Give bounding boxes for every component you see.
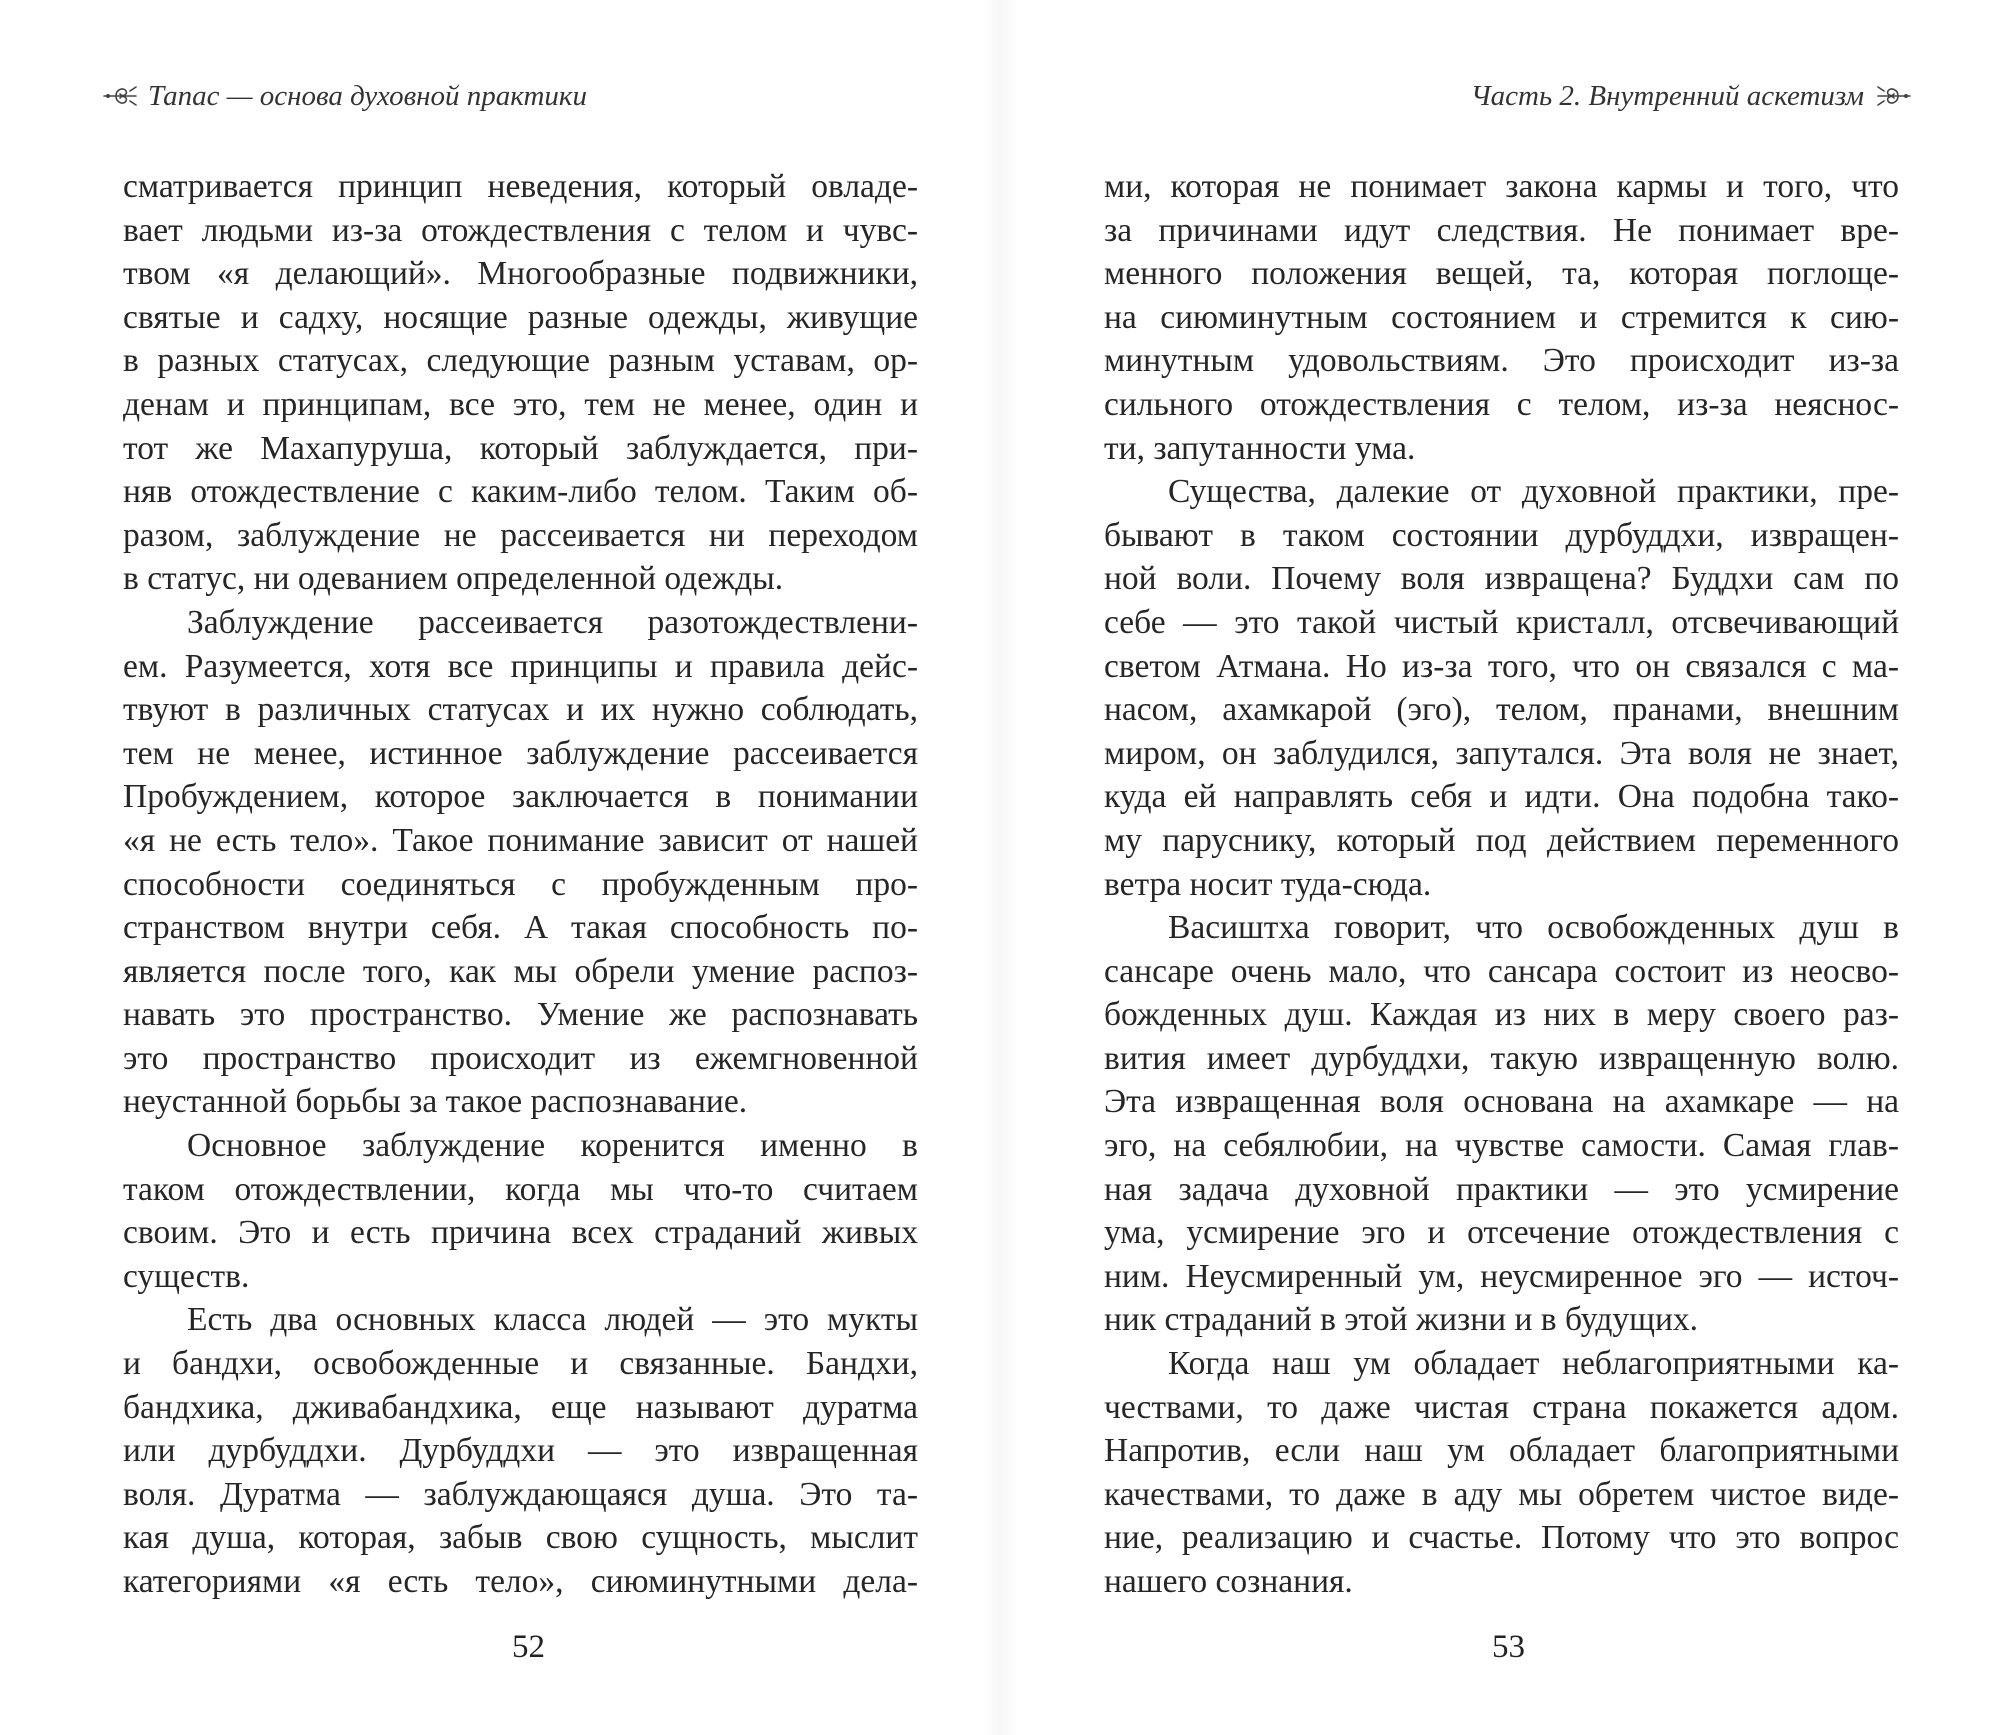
text-line: в разных статусах, следующие разным уставам, ор-	[123, 342, 918, 380]
text-line: ти, запутанности ума.	[1104, 429, 1416, 467]
text-line: ная задача духовной практики — это усмирение	[1104, 1170, 1899, 1208]
text-line: вает людьми из-за отождествления с телом и чувс-	[123, 211, 918, 249]
text-line: неустанной борьбы за такое распознавание.	[123, 1083, 748, 1121]
text-line: странством внутри себя. А такая способность по-	[123, 909, 918, 947]
text-line: Существа, далекие от духовной практики, пре-	[1168, 473, 1899, 511]
text-line: му паруснику, который под действием переменного	[1104, 821, 1899, 859]
left-page-body	[123, 165, 918, 1604]
right-page-body	[1104, 165, 1899, 1604]
text-line: Когда наш ум обладает неблагоприятными ка-	[1168, 1345, 1899, 1383]
text-line: ние, реализацию и счастье. Потому что это вопрос	[1104, 1519, 1899, 1557]
paragraph	[123, 165, 918, 601]
fleuron-left-icon	[102, 84, 138, 113]
running-head-right	[1471, 82, 1912, 113]
text-line: в статус, ни одеванием определенной одежды.	[123, 560, 784, 598]
paragraph	[123, 1298, 918, 1603]
text-line: ник страданий в этой жизни и в будущих.	[1104, 1301, 1699, 1339]
text-line: Напротив, если наш ум обладает благоприятными	[1104, 1432, 1899, 1470]
text-line: ем. Разумеется, хотя все принципы и правила дейс-	[123, 647, 918, 685]
text-line: за причинами идут следствия. Не понимает вре-	[1104, 211, 1899, 249]
fleuron-right-icon	[1876, 84, 1912, 113]
text-line: тем не менее, истинное заблуждение рассеивается	[123, 734, 918, 772]
text-line: себе — это такой чистый кристалл, отсвечивающий	[1104, 603, 1899, 641]
text-line: ной воли. Почему воля извращена? Буддхи сам по	[1104, 560, 1899, 598]
text-line: ума, усмирение эго и отсечение отождествления с	[1104, 1214, 1899, 1252]
text-line: воля. Дуратма — заблуждающаяся душа. Это та-	[123, 1475, 918, 1513]
text-line: Пробуждением, которое заключается в понимании	[123, 778, 918, 816]
text-line: сматривается принцип неведения, который овладе-	[123, 168, 918, 205]
text-line: чествами, то даже чистая страна покажется адом.	[1104, 1388, 1899, 1426]
text-line: на сиюминутным состоянием и стремится к сию-	[1104, 298, 1899, 336]
text-line: Основное заблуждение коренится именно в	[187, 1127, 918, 1165]
text-line: категориями «я есть тело», сиюминутными дела-	[123, 1563, 918, 1600]
paragraph	[123, 601, 918, 1124]
text-line: светом Атмана. Но из-за того, что он связался с ма-	[1104, 647, 1899, 685]
text-line: тот же Махапуруша, который заблуждается, при-	[123, 429, 918, 467]
text-line: денам и принципам, все это, тем не менее, один и	[123, 385, 918, 423]
text-line: «я не есть тело». Такое понимание зависит от нашей	[123, 821, 918, 859]
text-line: и бандхи, освобожденные и связанные. Бандхи,	[123, 1345, 918, 1383]
text-line: навать это пространство. Умение же распознавать	[123, 996, 918, 1034]
text-line: бандхика, дживабандхика, еще называют дуратма	[123, 1388, 918, 1426]
text-line: сансаре очень мало, что сансара состоит из неосво-	[1104, 952, 1899, 990]
text-line: Заблуждение рассеивается разотождествлени-	[187, 603, 918, 641]
paragraph	[1104, 165, 1899, 470]
text-line: твом «я делающий». Многообразные подвижники,	[123, 255, 918, 293]
text-line: таком отождествлении, когда мы что-то считаем	[123, 1170, 918, 1208]
text-line: или дурбуддхи. Дурбуддхи — это извращенная	[123, 1432, 918, 1470]
paragraph	[1104, 1342, 1899, 1604]
paragraph	[123, 1124, 918, 1298]
text-line: кая душа, которая, забыв свою сущность, мыслит	[123, 1519, 918, 1557]
text-line: божденных душ. Каждая из них в меру своего раз-	[1104, 996, 1899, 1034]
text-line: Васиштха говорит, что освобожденных душ в	[1168, 909, 1899, 947]
paragraph	[1104, 906, 1899, 1342]
text-line: нашего сознания.	[1104, 1563, 1353, 1600]
page-number-left: 52	[512, 1629, 545, 1665]
text-line: бывают в таком состоянии дурбуддхи, извращен-	[1104, 516, 1899, 554]
text-line: твуют в различных статусах и их нужно соблюдать,	[123, 691, 918, 729]
text-line: качествами, то даже в аду мы обретем чистое виде-	[1104, 1475, 1899, 1513]
text-line: няв отождествление с каким-либо телом. Таким об-	[123, 473, 918, 511]
text-line: святые и садху, носящие разные одежды, живущие	[123, 298, 918, 336]
paragraph	[1104, 470, 1899, 906]
text-line: это пространство происходит из ежемгновенной	[123, 1039, 918, 1077]
text-line: Эта извращенная воля основана на ахамкаре — на	[1104, 1083, 1899, 1121]
text-line: эго, на себялюбии, на чувстве самости. Самая глав-	[1104, 1127, 1899, 1165]
text-line: ветра носит туда-сюда.	[1104, 865, 1432, 903]
running-head-left-text: Тапас — основа духовной практики	[148, 80, 587, 112]
running-head-left	[102, 82, 587, 113]
page-number-right: 53	[1492, 1629, 1525, 1665]
text-line: разом, заблуждение не рассеивается ни переходом	[123, 516, 918, 554]
text-line: вития имеет дурбуддхи, такую извращенную волю.	[1104, 1039, 1899, 1077]
text-line: куда ей направлять себя и идти. Она подобна тако-	[1104, 778, 1899, 816]
text-line: сильного отождествления с телом, из-за неяснос-	[1104, 385, 1899, 423]
right-page	[1000, 0, 2000, 1735]
text-line: насом, ахамкарой (эго), телом, пранами, внешним	[1104, 691, 1899, 729]
text-line: Есть два основных класса людей — это мукты	[187, 1301, 918, 1339]
text-line: минутным удовольствиям. Это происходит из-за	[1104, 342, 1899, 380]
text-line: способности соединяться с пробужденным про-	[123, 865, 918, 903]
text-line: своим. Это и есть причина всех страданий живых	[123, 1214, 918, 1252]
text-line: ним. Неусмиренный ум, неусмиренное эго — источ-	[1104, 1257, 1899, 1295]
text-line: является после того, как мы обрели умение распоз-	[123, 952, 918, 990]
running-head-right-text: Часть 2. Внутренний аскетизм	[1470, 80, 1864, 112]
text-line: существ.	[123, 1257, 250, 1295]
text-line: менного положения вещей, та, которая поглоще-	[1104, 255, 1899, 293]
text-line: миром, он заблудился, запутался. Эта воля не знает,	[1104, 734, 1899, 772]
text-line: ми, которая не понимает закона кармы и того, что	[1104, 168, 1899, 205]
